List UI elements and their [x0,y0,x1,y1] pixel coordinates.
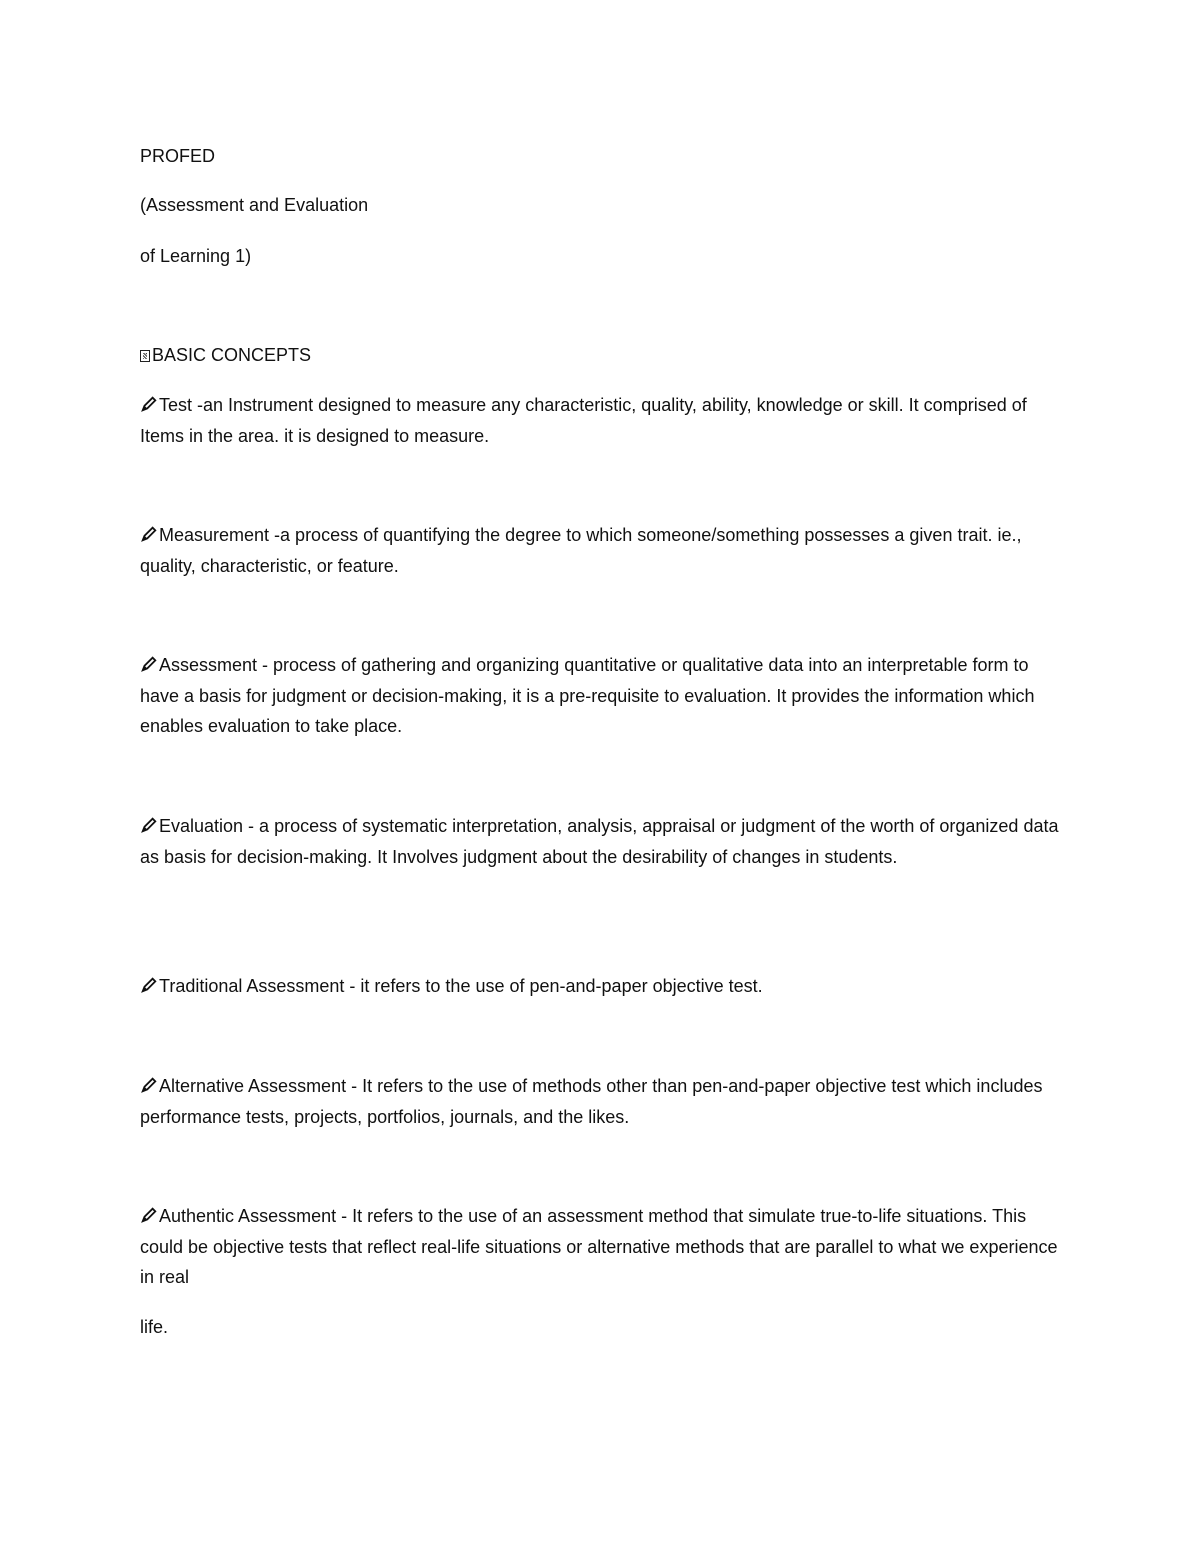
definition-text: Authentic Assessment - It refers to the use of an assessment method that simulate true-to-life situations. This could be objective tests that reflect real-life situations or alternative methods that are parallel to what we experience in real [140,1206,1058,1287]
pencil-icon [140,655,158,673]
definition-authentic-assessment [140,1201,1060,1293]
definition-evaluation [140,811,1060,872]
pencil-icon [140,1076,158,1094]
definition-text: Measurement -a process of quantifying the degree to which someone/something possesses a given trait. ie., quality, characteristic, or feature. [140,525,1022,576]
pencil-icon [140,395,158,413]
section-heading [140,340,311,370]
course-code: PROFED [140,146,216,166]
definition-measurement [140,520,1060,581]
definition-text: Evaluation - a process of systematic interpretation, analysis, appraisal or judgment of the worth of organized data as basis for decision-making. It Involves judgment about the desirability of changes in students. [140,816,1059,867]
definition-alternative-assessment [140,1071,1060,1132]
definition-text: Test -an Instrument designed to measure any characteristic, quality, ability, knowledge or skill. It comprised of Items in the area. it is designed to measure. [140,395,1027,446]
definition-text: Alternative Assessment - It refers to the use of methods other than pen-and-paper objective test which includes performance tests, projects, portfolios, journals, and the likes. [140,1076,1043,1127]
definition-traditional-assessment [140,971,1060,1002]
trailing-line: life. [140,1317,169,1337]
definition-test [140,390,1060,451]
pencil-icon [140,976,158,994]
definition-assessment [140,650,1060,742]
section-title: BASIC CONCEPTS [152,345,312,365]
pencil-icon [140,816,158,834]
missing-glyph-box-icon [140,350,150,362]
course-title-line-1: (Assessment and Evaluation [140,195,369,215]
course-title-line-2: of Learning 1) [140,246,252,266]
definition-text: Traditional Assessment - it refers to the use of pen-and-paper objective test. [159,976,763,996]
pencil-icon [140,1206,158,1224]
definition-text: Assessment - process of gathering and organizing quantitative or qualitative data into an interpretable form to have a basis for judgment or decision-making, it is a pre-requisite to evaluation. It provides the information which enables evaluation to take place. [140,655,1035,736]
pencil-icon [140,525,158,543]
